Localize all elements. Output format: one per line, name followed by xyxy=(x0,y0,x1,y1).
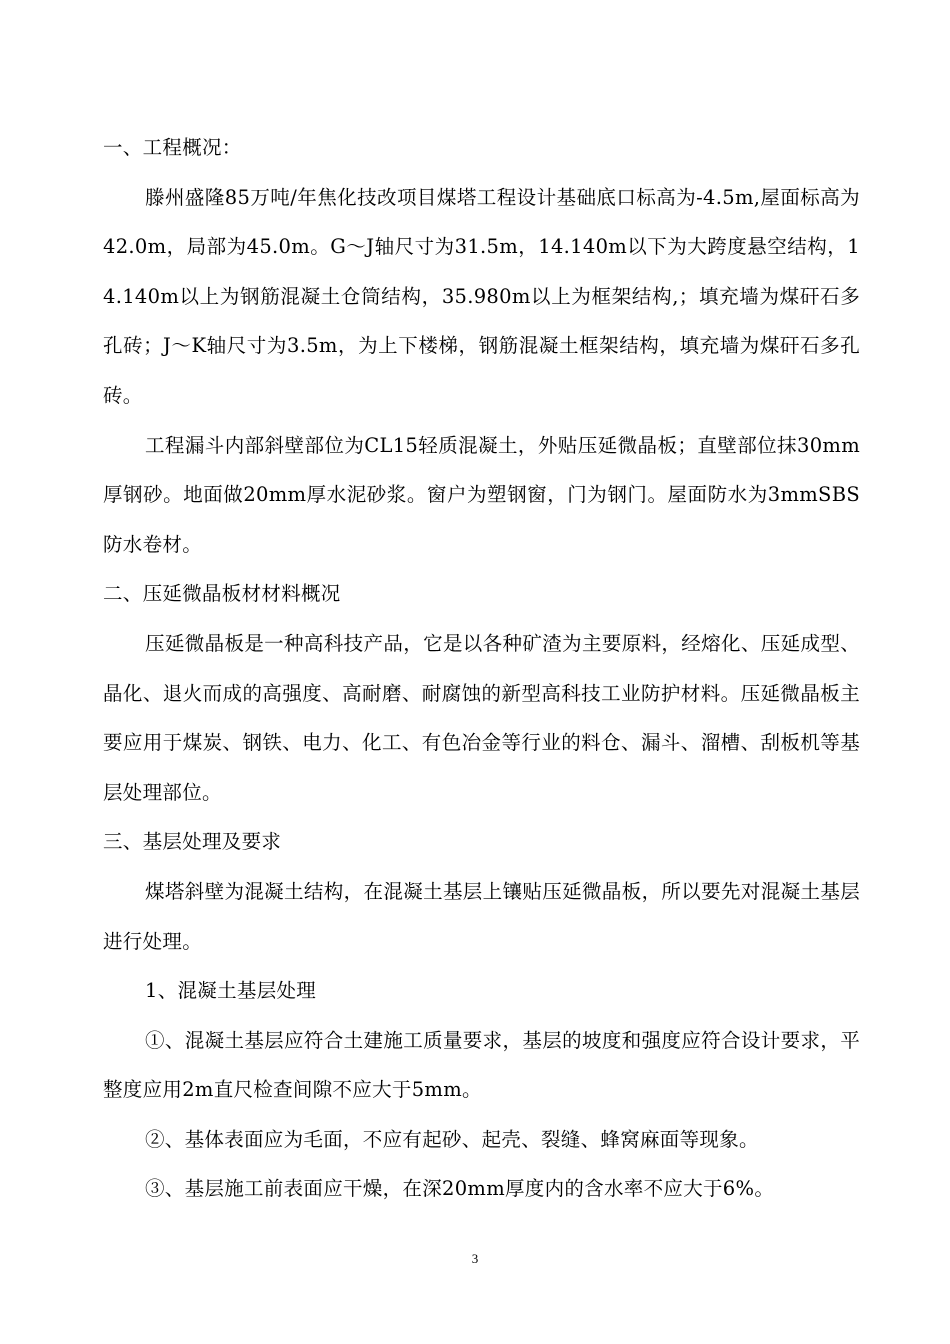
body-paragraph: 滕州盛隆85万吨/年焦化技改项目煤塔工程设计基础底口标高为-4.5m,屋面标高为42.0m，局部为45.0m。G～J轴尺寸为31.5m，14.140m以下为大跨度悬空结构，14.140m以上为钢筋混凝土仓筒结构，35.980m以上为框架结构,；填充墙为煤矸石多孔砖；J～K轴尺寸为3.5m，为上下楼梯，钢筋混凝土框架结构，填充墙为煤矸石多孔砖。 xyxy=(103,185,860,407)
section-heading-1: 一、工程概况： xyxy=(103,136,242,159)
section-heading-2: 二、压延微晶板材材料概况 xyxy=(103,582,341,606)
body-paragraph: 煤塔斜壁为混凝土结构，在混凝土基层上镶贴压延微晶板，所以要先对混凝土基层进行处理。 xyxy=(103,879,860,953)
body-paragraph: 压延微晶板是一种高科技产品，它是以各种矿渣为主要原料，经熔化、压延成型、晶化、退火而成的高强度、高耐磨、耐腐蚀的新型高科技工业防护材料。压延微晶板主要应用于煤炭、钢铁、电力、化工、有色冶金等行业的料仓、漏斗、溜槽、刮板机等基层处理部位。 xyxy=(103,631,860,804)
page-number: 3 xyxy=(471,1251,479,1266)
subsection-heading: 1、混凝土基层处理 xyxy=(145,979,317,1003)
list-item: ①、混凝土基层应符合土建施工质量要求，基层的坡度和强度应符合设计要求，平整度应用2m直尺检查间隙不应大于5mm。 xyxy=(103,1028,860,1102)
list-item: ③、基层施工前表面应干燥，在深20mm厚度内的含水率不应大于6%。 xyxy=(145,1177,775,1201)
body-paragraph: 工程漏斗内部斜壁部位为CL15轻质混凝土，外贴压延微晶板；直壁部位抹30mm厚钢砂。地面做20mm厚水泥砂浆。窗户为塑钢窗，门为钢门。屋面防水为3mmSBS防水卷材。 xyxy=(103,433,860,556)
section-heading-3: 三、基层处理及要求 xyxy=(103,830,282,854)
document-body xyxy=(103,123,860,1214)
list-item: ②、基体表面应为毛面，不应有起砂、起壳、裂缝、蜂窝麻面等现象。 xyxy=(145,1127,759,1151)
